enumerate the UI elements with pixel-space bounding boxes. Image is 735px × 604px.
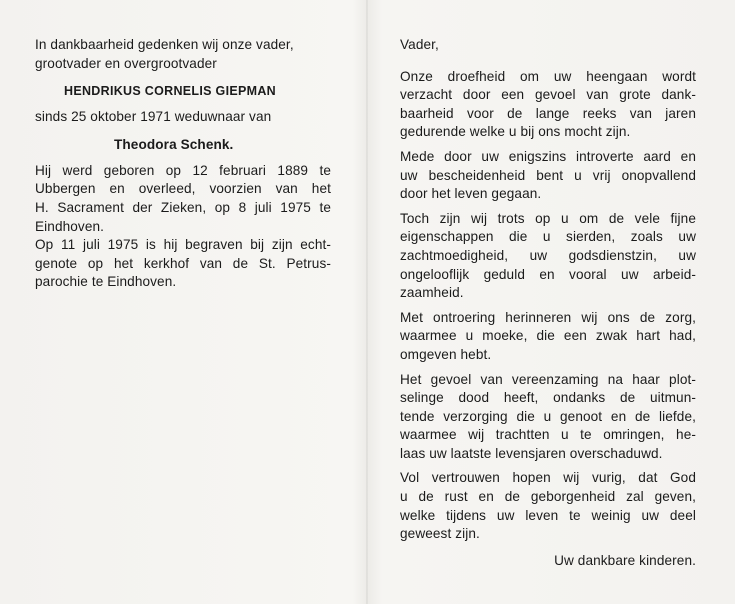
paragraph-line: Onze droefheid om uw heengaan wordt <box>400 68 696 84</box>
paragraph-line: eigenschappen die u sierden, zoals uw <box>400 229 696 245</box>
paragraph-line: Het gevoel van vereenzaming na haar plot- <box>400 371 696 387</box>
paragraph-line: u de rust en de geborgenheid zal geven, <box>400 489 696 505</box>
burial-line: Op 11 juli 1975 is hij begraven bij zijn echt- <box>35 237 331 253</box>
paragraph-line: laas uw laatste levensjaren overschaduwd. <box>400 445 663 461</box>
intro-paragraph <box>35 36 331 73</box>
paragraph-line: tende verzorging die u genoot en de liefde, <box>400 408 696 424</box>
widower-line: sinds 25 oktober 1971 weduwnaar van <box>35 109 272 125</box>
paragraph-line: waarmee wij trachtten u te omringen, he- <box>400 427 696 443</box>
paragraph-line: zaamheid. <box>400 285 464 301</box>
paragraph-line: ongelooflijk geduld en vooral uw arbeid- <box>400 266 696 282</box>
salutation: Vader, <box>400 37 439 52</box>
spouse-name: Theodora Schenk. <box>114 136 234 152</box>
center-fold <box>366 0 368 604</box>
paragraph-line: waarmee u moeke, die een zwak hart had, <box>400 328 696 344</box>
left-page <box>35 36 331 292</box>
paragraph-1 <box>400 68 696 142</box>
paragraph-line: zachtmoedigheid, uw godsdienstzin, uw <box>400 247 696 263</box>
paragraph-line: selinge dood heeft, ondanks de uitmun- <box>400 390 696 406</box>
birth-line: Hij werd geboren op 12 februari 1889 te <box>35 162 331 178</box>
paragraph-2 <box>400 148 696 204</box>
paragraph-line: welke tijdens uw leven te weinig uw deel <box>400 507 696 523</box>
right-page <box>400 36 696 570</box>
paragraph-5 <box>400 371 696 464</box>
paragraph-line: gedurende welke u bij ons mocht zijn. <box>400 124 631 140</box>
burial-line: parochie te Eindhoven. <box>35 274 177 290</box>
paragraph-line: baarheid voor de lange reeks van jaren <box>400 105 696 121</box>
paragraph-line: Met ontroering herinneren wij ons de zorg, <box>400 309 696 325</box>
birth-paragraph <box>35 162 331 236</box>
birth-line: H. Sacrament der Zieken, op 8 juli 1975 te <box>35 199 331 215</box>
paragraph-line: omgeven hebt. <box>400 346 492 362</box>
signature: Uw dankbare kinderen. <box>554 552 696 568</box>
paragraph-line: geweest zijn. <box>400 526 480 542</box>
intro-line: In dankbaarheid gedenken wij onze vader, <box>35 37 294 52</box>
paragraph-line: Mede door uw enigszins introverte aard en <box>400 148 696 164</box>
intro-line: grootvader en overgrootvader <box>35 55 217 71</box>
paragraph-line: door het leven gegaan. <box>400 186 542 202</box>
burial-line: genote op het kerkhof van de St. Petrus- <box>35 255 331 271</box>
birth-line: Ubbergen en overleed, voorzien van het <box>35 181 331 197</box>
birth-line: Eindhoven. <box>35 218 105 234</box>
burial-paragraph <box>35 236 331 292</box>
paragraph-line: uw bescheidenheid bent u vrij onopvallend <box>400 167 696 183</box>
paragraph-line: Vol vertrouwen hopen wij vurig, dat God <box>400 470 696 486</box>
paragraph-4 <box>400 309 696 365</box>
paragraph-line: verzacht door een gevoel van grote dank- <box>400 87 696 103</box>
paragraph-3 <box>400 210 696 303</box>
paragraph-6 <box>400 469 696 543</box>
paragraph-line: Toch zijn wij trots op u om de vele fijne <box>400 210 696 226</box>
deceased-name: HENDRIKUS CORNELIS GIEPMAN <box>64 84 276 99</box>
